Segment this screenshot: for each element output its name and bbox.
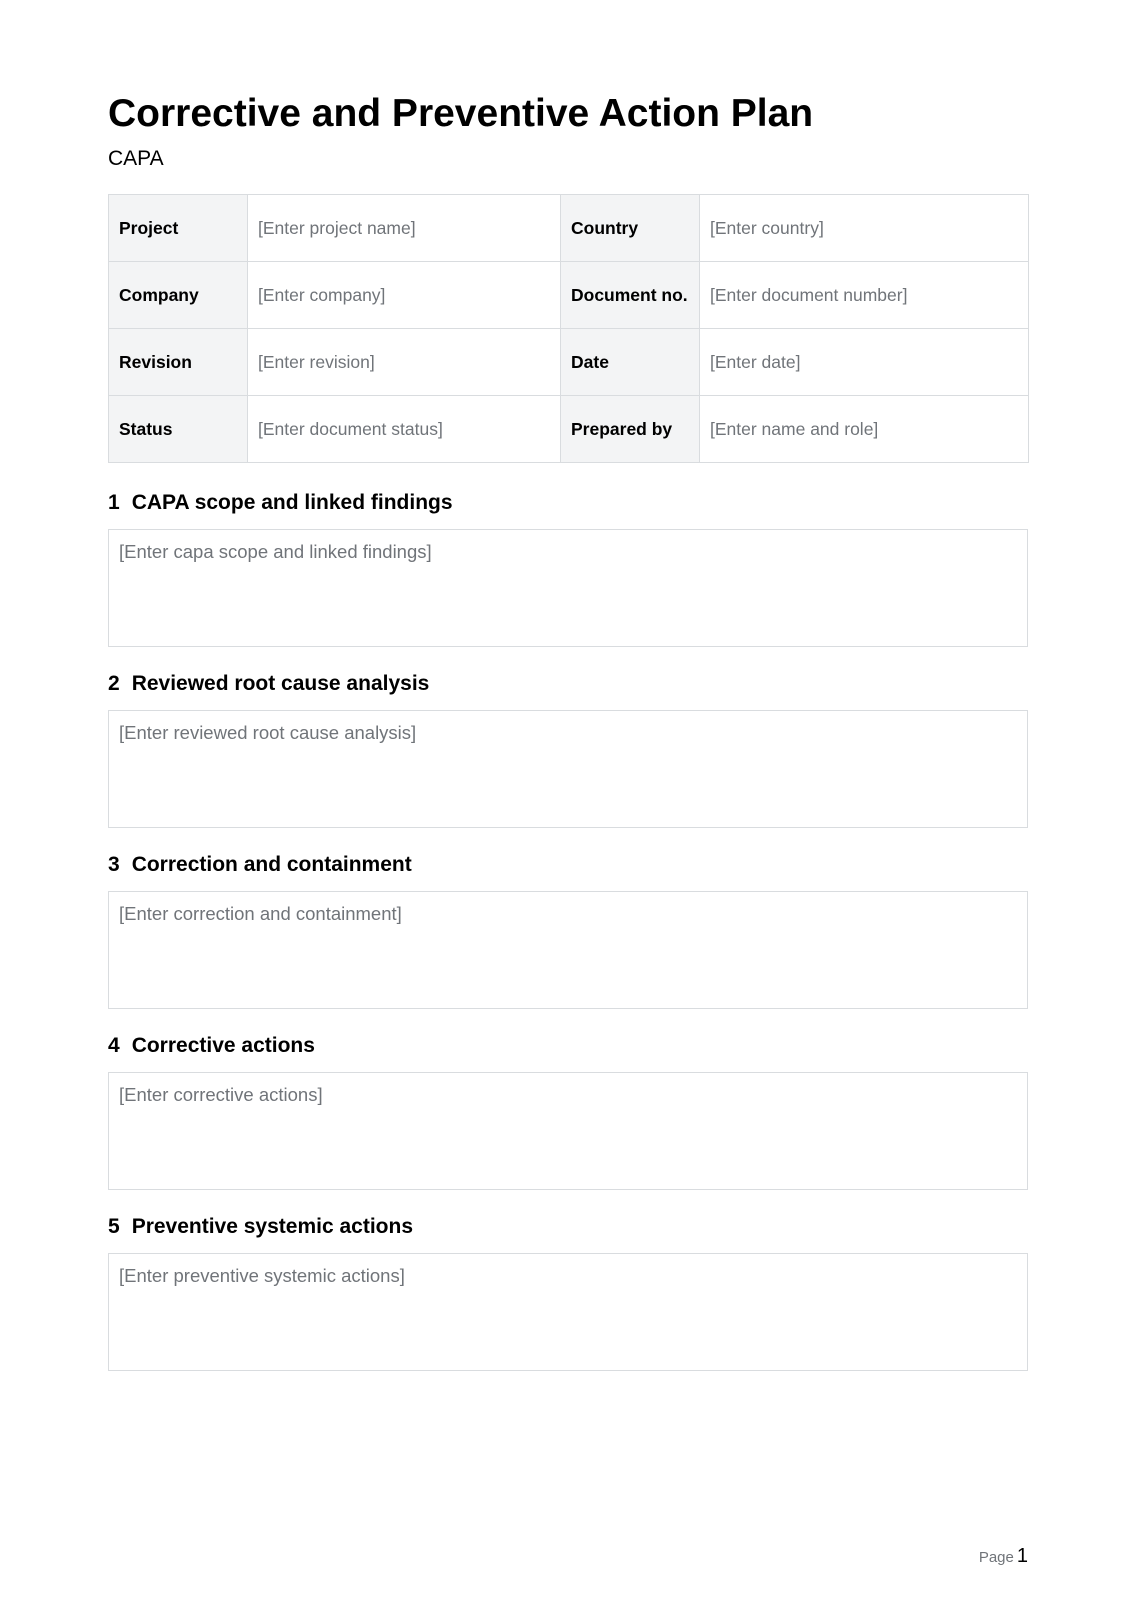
section-number: 3 [108, 853, 120, 876]
capa-scope-field[interactable]: [Enter capa scope and linked findings] [108, 529, 1028, 647]
section-number: 4 [108, 1034, 120, 1057]
page-number: 1 [1016, 1545, 1028, 1567]
section-title: Correction and containment [131, 853, 412, 876]
country-field[interactable]: [Enter country] [700, 195, 1029, 262]
date-label: Date [561, 329, 700, 396]
root-cause-field[interactable]: [Enter reviewed root cause analysis] [108, 710, 1028, 828]
document-title: Corrective and Preventive Action Plan [108, 92, 814, 135]
info-row-project [109, 195, 1029, 262]
preventive-actions-field[interactable]: [Enter preventive systemic actions] [108, 1253, 1028, 1371]
prepared-by-field[interactable]: [Enter name and role] [700, 396, 1029, 463]
document-number-label: Document no. [561, 262, 700, 329]
company-label: Company [109, 262, 248, 329]
status-label: Status [109, 396, 248, 463]
section-heading-capa-scope [108, 490, 453, 516]
country-label: Country [561, 195, 700, 262]
project-label: Project [109, 195, 248, 262]
section-title: CAPA scope and linked findings [131, 491, 453, 514]
revision-label: Revision [109, 329, 248, 396]
project-field[interactable]: [Enter project name] [248, 195, 561, 262]
section-number: 2 [108, 672, 120, 695]
section-title: Reviewed root cause analysis [131, 672, 430, 695]
revision-field[interactable]: [Enter revision] [248, 329, 561, 396]
section-title: Corrective actions [131, 1034, 315, 1057]
section-heading-preventive-actions [108, 1214, 413, 1240]
info-row-company [109, 262, 1029, 329]
page-footer [979, 1545, 1028, 1568]
document-number-field[interactable]: [Enter document number] [700, 262, 1029, 329]
prepared-by-label: Prepared by [561, 396, 700, 463]
info-row-revision [109, 329, 1029, 396]
date-field[interactable]: [Enter date] [700, 329, 1029, 396]
status-field[interactable]: [Enter document status] [248, 396, 561, 463]
section-heading-root-cause [108, 671, 429, 697]
section-number: 1 [108, 491, 120, 514]
page-label: Page [978, 1549, 1014, 1566]
document-subtitle: CAPA [108, 147, 164, 170]
section-heading-corrective-actions [108, 1033, 315, 1059]
correction-field[interactable]: [Enter correction and containment] [108, 891, 1028, 1009]
info-row-status [109, 396, 1029, 463]
corrective-actions-field[interactable]: [Enter corrective actions] [108, 1072, 1028, 1190]
section-title: Preventive systemic actions [131, 1215, 414, 1238]
document-info-table [108, 194, 1029, 463]
section-number: 5 [108, 1215, 120, 1238]
company-field[interactable]: [Enter company] [248, 262, 561, 329]
section-heading-correction [108, 852, 412, 878]
